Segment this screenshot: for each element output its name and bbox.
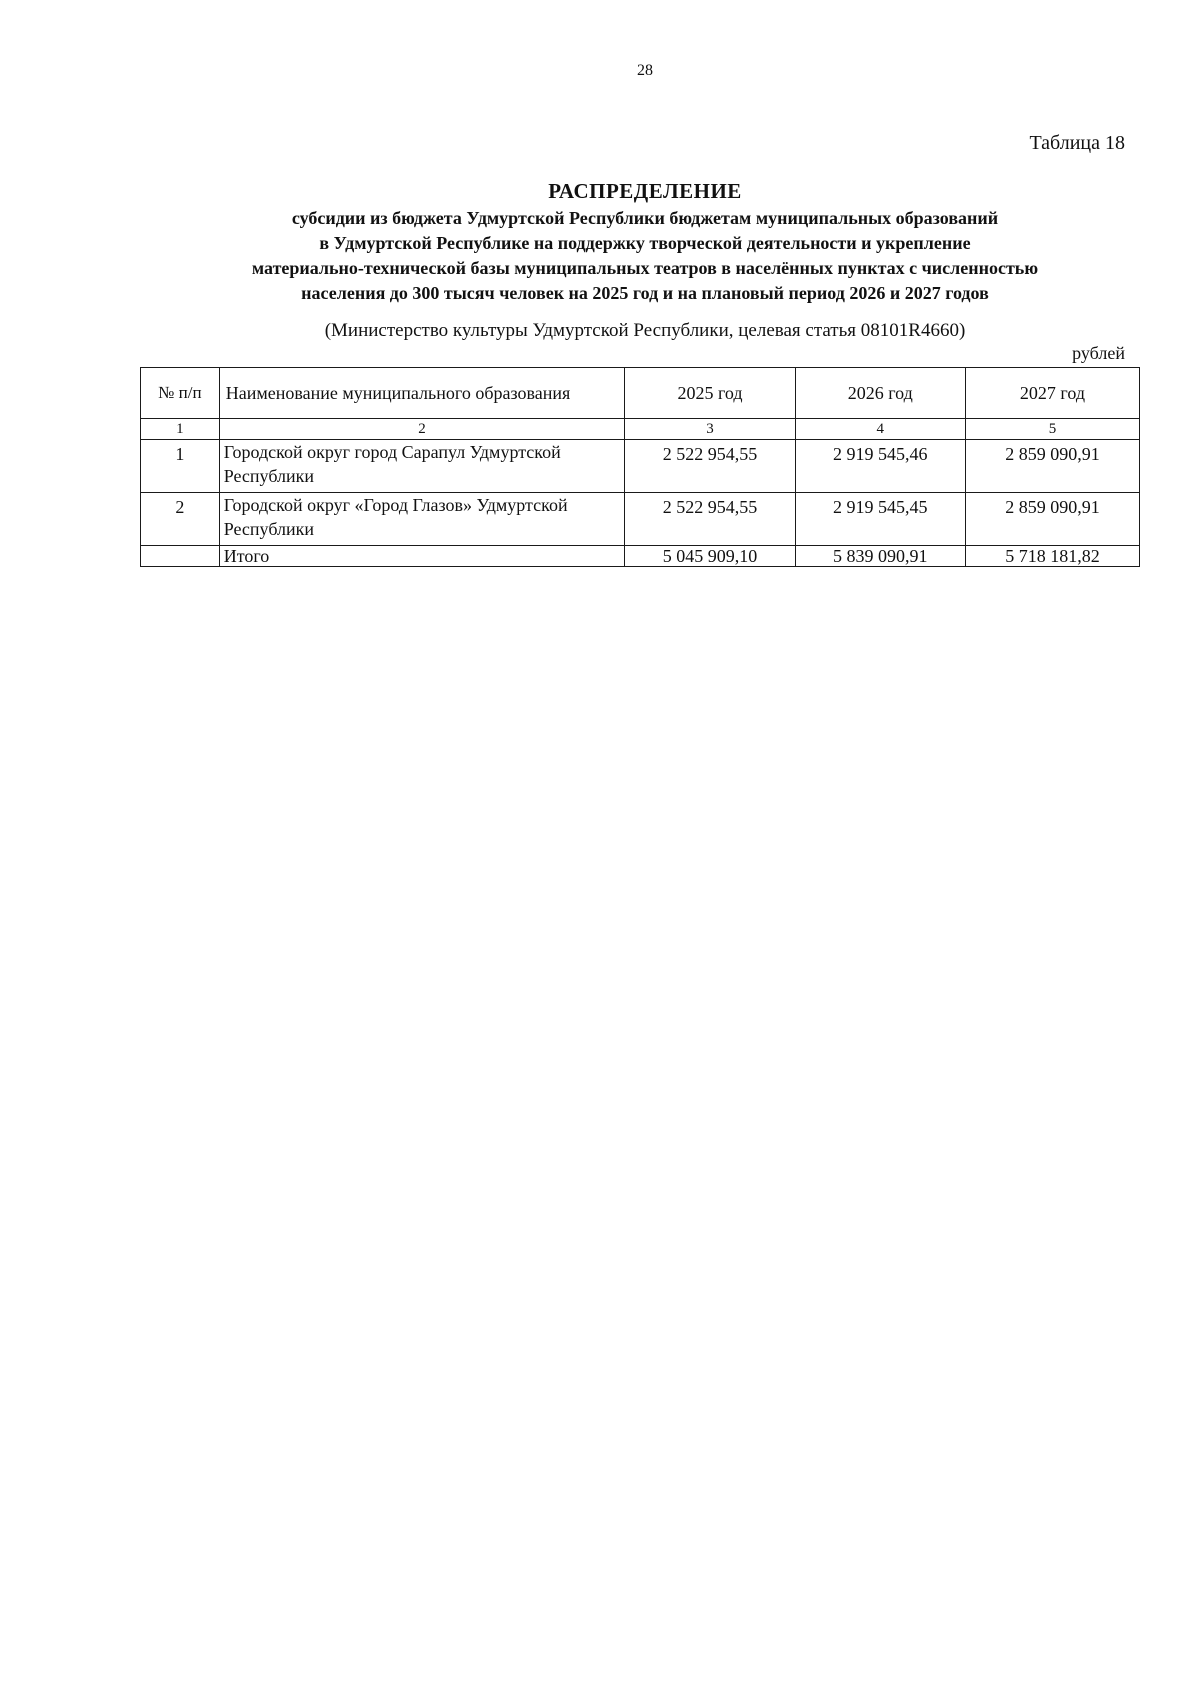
- total-label: Итого: [219, 546, 625, 567]
- row-number: 2: [141, 493, 220, 546]
- total-2025: 5 045 909,10: [625, 546, 795, 567]
- subtitle-line: материально-технической базы муниципальных театров в населённых пунктах с численностью: [251, 258, 1039, 278]
- table-row: [141, 493, 1140, 546]
- column-number: 2: [219, 419, 625, 440]
- subtitle-line: субсидии из бюджета Удмуртской Республики бюджетам муниципальных образований: [291, 208, 999, 228]
- total-2026: 5 839 090,91: [795, 546, 965, 567]
- page-number: 28: [637, 62, 653, 79]
- amount-2026: 2 919 545,46: [795, 440, 965, 493]
- unit-label: рублей: [1072, 343, 1125, 363]
- header-2026: 2026 год: [795, 368, 965, 419]
- municipality-name: Городской округ город Сарапул Удмуртской Республики: [219, 440, 625, 493]
- distribution-table: [140, 367, 1140, 567]
- column-number: 3: [625, 419, 795, 440]
- amount-2026: 2 919 545,45: [795, 493, 965, 546]
- subtitle-line: в Удмуртской Республике на поддержку творческой деятельности и укрепление: [319, 233, 971, 253]
- municipality-name: Городской округ «Город Глазов» Удмуртской Республики: [219, 493, 625, 546]
- header-2027: 2027 год: [965, 368, 1139, 419]
- table-header-row: [141, 368, 1140, 419]
- source-note: (Министерство культуры Удмуртской Республики, целевая статья 08101R4660): [324, 320, 966, 341]
- column-number-row: [141, 419, 1140, 440]
- total-row: [141, 546, 1140, 567]
- subtitle-line: населения до 300 тысяч человек на 2025 год и на плановый период 2026 и 2027 годов: [301, 283, 989, 303]
- column-number: 1: [141, 419, 220, 440]
- row-number: 1: [141, 440, 220, 493]
- header-no: № п/п: [141, 368, 220, 419]
- document-title: РАСПРЕДЕЛЕНИЕ: [548, 179, 742, 203]
- document-subtitle: [0, 206, 1200, 306]
- amount-2027: 2 859 090,91: [965, 493, 1139, 546]
- table-label: Таблица 18: [1029, 132, 1125, 154]
- amount-2025: 2 522 954,55: [625, 440, 795, 493]
- total-empty-cell: [141, 546, 220, 567]
- column-number: 4: [795, 419, 965, 440]
- amount-2027: 2 859 090,91: [965, 440, 1139, 493]
- document-heading: [0, 178, 1200, 306]
- total-2027: 5 718 181,82: [965, 546, 1139, 567]
- table-row: [141, 440, 1140, 493]
- header-2025: 2025 год: [625, 368, 795, 419]
- column-number: 5: [965, 419, 1139, 440]
- amount-2025: 2 522 954,55: [625, 493, 795, 546]
- header-name: Наименование муниципального образования: [219, 368, 625, 419]
